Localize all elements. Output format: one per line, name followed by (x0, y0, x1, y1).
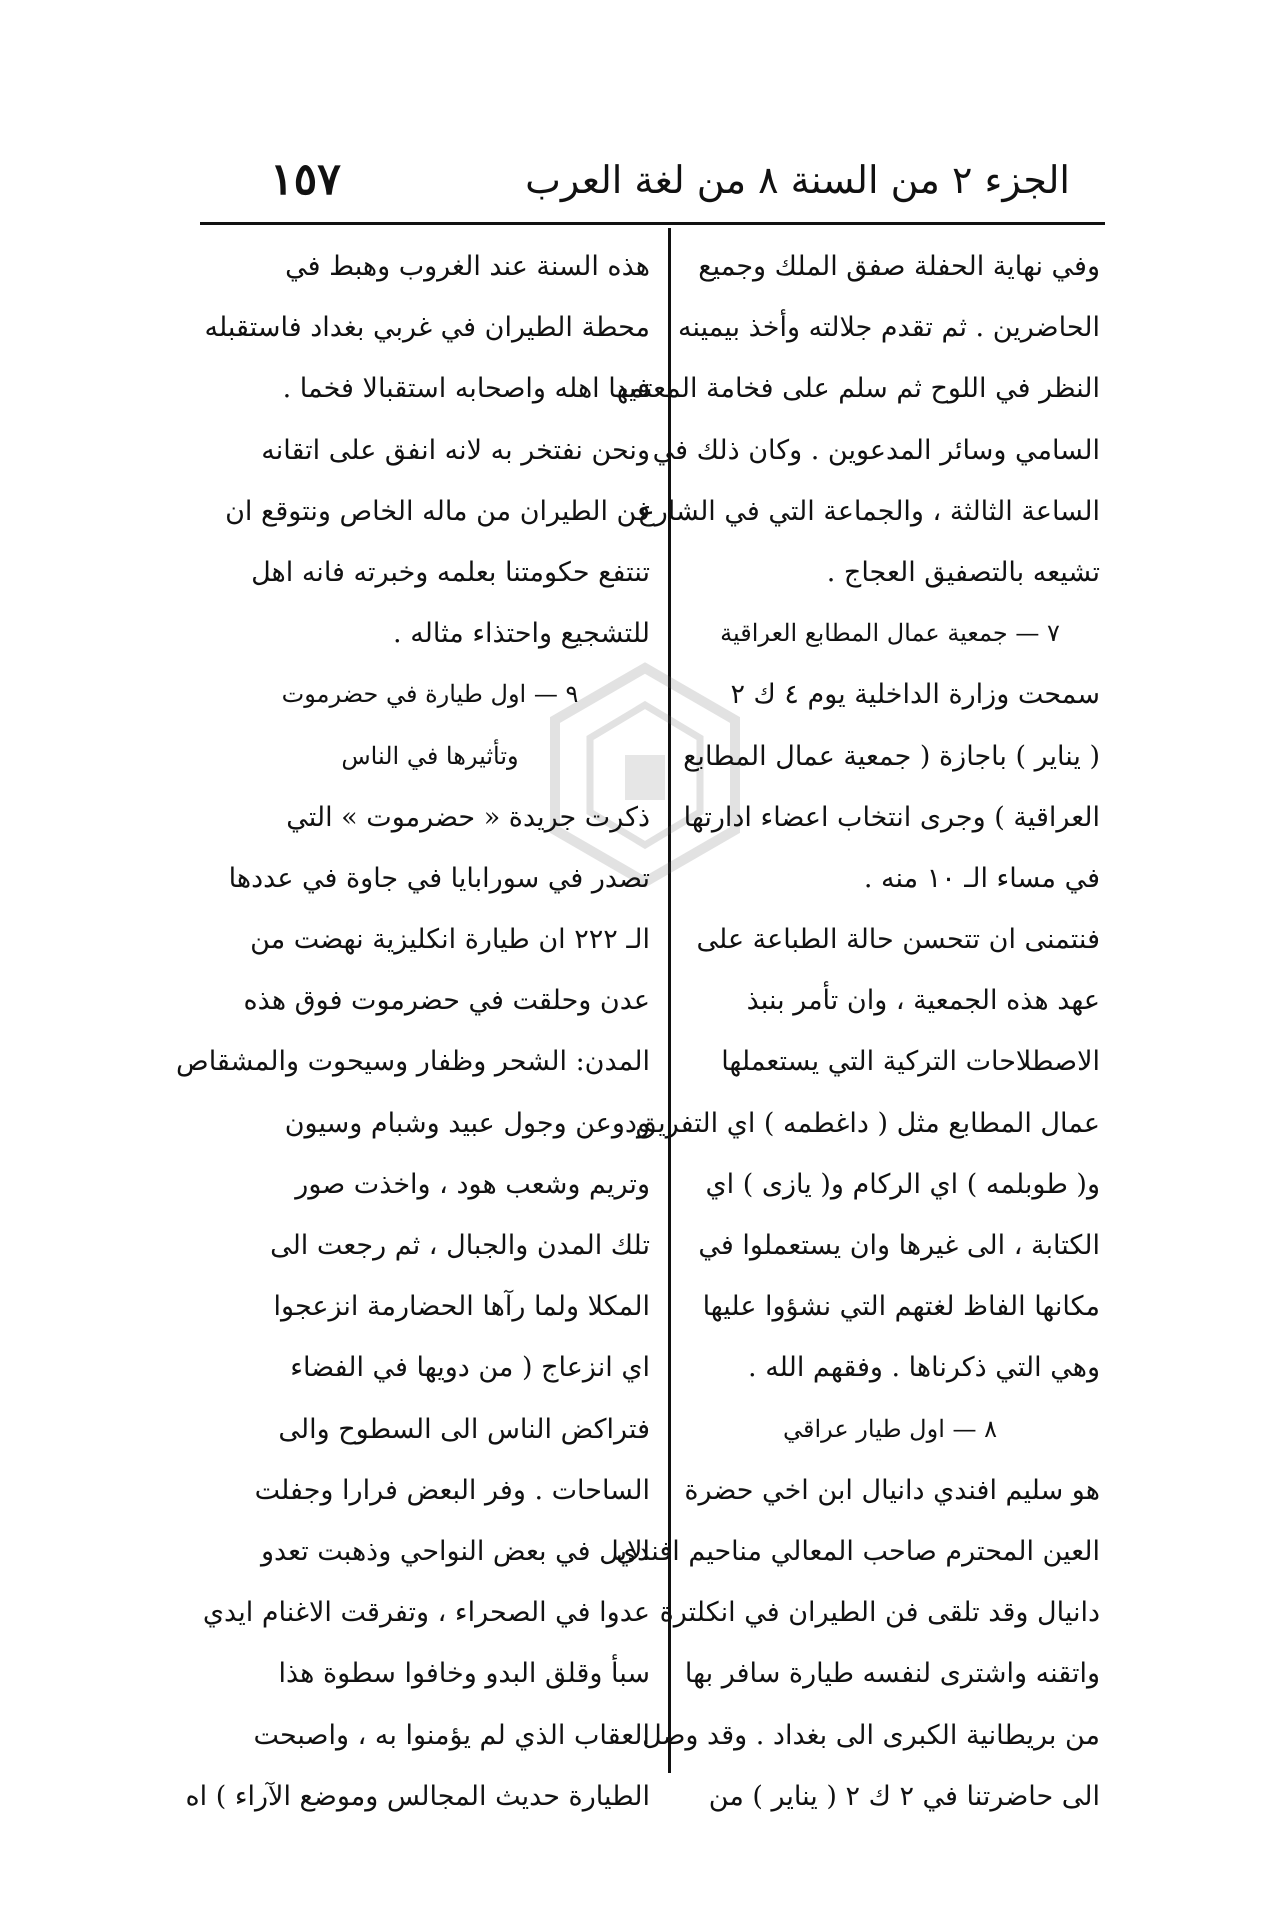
text-line: الاصطلاحات التركية التي يستعملها (721, 1046, 1100, 1078)
text-line: و( طوبلمه ) اي الركام و( يازى ) اي (705, 1168, 1100, 1200)
text-line: فن الطيران من ماله الخاص ونتوقع ان (225, 495, 650, 527)
text-line: تلك المدن والجبال ، ثم رجعت الى (270, 1230, 650, 1261)
text-line: وفي نهاية الحفلة صفق الملك وجميع (698, 251, 1100, 282)
text-line: ونحن نفتخر به لانه انفق على اتقانه (261, 434, 650, 466)
text-line: العقاب الذي لم يؤمنوا به ، واصبحت (253, 1719, 650, 1751)
text-line: محطة الطيران في غربي بغداد فاستقبله (204, 312, 650, 344)
text-line: تنتفع حكومتنا بعلمه وخبرته فانه اهل (251, 556, 650, 588)
text-line: هو سليم افندي دانيال ابن اخي حضرة (684, 1474, 1100, 1506)
text-line: من بريطانية الكبرى الى بغداد . وقد وصل (642, 1719, 1100, 1751)
text-line: دانيال وقد تلقى فن الطيران في انكلترة (659, 1597, 1100, 1629)
text-line: عدوا في الصحراء ، وتفرقت الاغنام ايدي (202, 1597, 650, 1629)
page-number: ١٥٧ (270, 154, 341, 205)
text-line: للتشجيع واحتذاء مثاله . (393, 618, 650, 650)
left-column (176, 236, 650, 1827)
text-line: وتريم وشعب هود ، واخذت صور (295, 1168, 650, 1200)
section-heading-9: ٩ — اول طيارة في حضرموت (281, 680, 579, 709)
text-line: في مساء الـ ١٠ منه . (863, 862, 1100, 894)
text-line: السامي وسائر المدعوين . وكان ذلك في (652, 434, 1100, 466)
text-line: تصدر في سورابايا في جاوة في عددها (228, 862, 650, 894)
text-line: وهي التي ذكرناها . وفقهم الله . (748, 1352, 1100, 1384)
text-line: الحاضرين . ثم تقدم جلالته وأخذ بيمينه (678, 312, 1100, 344)
running-title: الجزء ٢ من السنة ٨ من لغة العرب (525, 158, 1070, 202)
text-line: الكتابة ، الى غيرها وان يستعملوا في (698, 1230, 1100, 1261)
text-line: تشيعه بالتصفيق العجاج . (826, 556, 1100, 588)
text-line: سمحت وزارة الداخلية يوم ٤ ك ٢ (730, 679, 1100, 711)
text-line: فيها اهله واصحابه استقبالا فخما . (282, 373, 650, 405)
page-header (200, 150, 1100, 220)
text-line: سبأ وقلق البدو وخافوا سطوة هذا (278, 1658, 650, 1690)
text-line: عمال المطابع مثل ( داغطمه ) اي التفريق (635, 1107, 1100, 1139)
text-line: ودوعن وجول عبيد وشبام وسيون (284, 1107, 650, 1139)
text-line: ( يناير ) باجازة ( جمعية عمال المطابع (683, 740, 1100, 772)
text-line: الـ ٢٢٢ ان طيارة انكليزية نهضت من (250, 924, 650, 956)
text-line: عدن وحلقت في حضرموت فوق هذه (243, 985, 650, 1017)
text-line: عهد هذه الجمعية ، وان تأمر بنبذ (746, 985, 1100, 1017)
text-line: هذه السنة عند الغروب وهبط في (285, 251, 650, 282)
right-column (615, 236, 1100, 1827)
text-line: فنتمنى ان تتحسن حالة الطباعة على (696, 924, 1100, 956)
text-line: الى حاضرتنا في ٢ ك ٢ ( يناير ) من (708, 1780, 1100, 1812)
text-line: مكانها الفاظ لغتهم التي نشؤوا عليها (702, 1291, 1100, 1323)
text-line: الابل في بعض النواحي وذهبت تعدو (260, 1535, 650, 1567)
text-line: المدن: الشحر وظفار وسيحوت والمشقاص (176, 1046, 650, 1078)
text-line: الطيارة حديث المجالس وموضع الآراء ) اه (185, 1780, 650, 1812)
section-heading-8: ٨ — اول طيار عراقي (782, 1414, 998, 1443)
text-line: النظر في اللوح ثم سلم على فخامة المعتمد (615, 373, 1100, 405)
text-line: واتقنه واشترى لنفسه طيارة سافر بها (684, 1658, 1100, 1690)
text-line: الساحات . وفر البعض فرارا وجفلت (254, 1474, 650, 1506)
text-line: ذكرت جريدة « حضرموت » التي (286, 801, 650, 833)
text-line: اي انزعاج ( من دويها في الفضاء (290, 1352, 650, 1384)
text-line: المكلا ولما رآها الحضارمة انزعجوا (273, 1291, 650, 1323)
header-rule (200, 222, 1105, 225)
text-line: فتراكض الناس الى السطوح والى (278, 1413, 650, 1445)
section-heading-7: ٧ — جمعية عمال المطابع العراقية (720, 619, 1060, 648)
section-heading-9-subtitle: وتأثيرها في الناس (341, 741, 519, 770)
text-line: العراقية ) وجرى انتخاب اعضاء ادارتها (683, 801, 1100, 833)
text-line: الساعة الثالثة ، والجماعة التي في الشارع (638, 495, 1100, 527)
text-line: العين المحترم صاحب المعالي مناحيم افندي (615, 1535, 1100, 1567)
